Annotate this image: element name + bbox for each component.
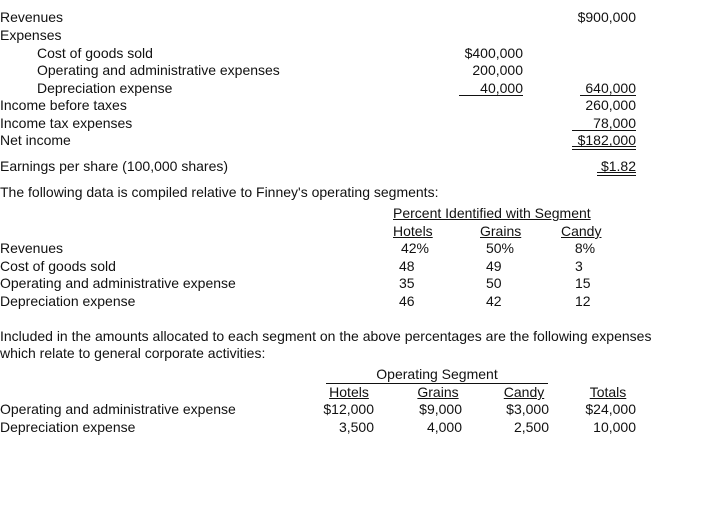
cogs-amount: $400,000 <box>464 45 523 61</box>
eps-amount: $1.82 <box>600 158 636 174</box>
total-expenses-underline <box>580 95 636 96</box>
corporate-intro-line1: Included in the amounts allocated to each segment on the above percentages are the following expenses <box>0 328 652 344</box>
pct-value: 42 <box>486 293 502 309</box>
corp-value: $24,000 <box>585 401 636 417</box>
income-tax-amount: 78,000 <box>593 115 636 131</box>
net-income-amount: $182,000 <box>577 132 636 148</box>
pct-col-candy: Candy <box>561 223 602 239</box>
revenues-total: $900,000 <box>577 9 636 25</box>
corp-col-totals: Totals <box>589 384 627 400</box>
corp-value: 10,000 <box>593 419 636 435</box>
income-tax-label: Income tax expenses <box>0 115 133 131</box>
pct-value: 8% <box>574 240 596 256</box>
eps-double-underline-1 <box>597 172 636 173</box>
pct-value: 35 <box>399 275 415 291</box>
eps-double-underline-2 <box>597 175 636 176</box>
corporate-intro-line2: which relate to general corporate activities: <box>0 345 266 361</box>
pct-row-label: Depreciation expense <box>0 293 136 309</box>
operating-segment-header: Operating Segment <box>376 366 498 382</box>
depreciation-amount: 40,000 <box>480 80 523 96</box>
percent-group-header: Percent Identified with Segment <box>393 205 591 221</box>
net-income-double-underline-2 <box>572 149 636 150</box>
corp-row-label: Operating and administrative expense <box>0 401 236 417</box>
income-tax-underline <box>572 130 636 131</box>
pct-value: 15 <box>575 275 591 291</box>
pct-value: 3 <box>575 258 583 274</box>
pct-row-label: Cost of goods sold <box>0 258 116 274</box>
opadmin-amount: 200,000 <box>472 62 523 78</box>
income-before-taxes-label: Income before taxes <box>0 97 127 113</box>
pct-value: 48 <box>399 258 415 274</box>
corp-col-candy: Candy <box>503 384 545 400</box>
revenues-label: Revenues <box>0 9 64 25</box>
pct-col-grains: Grains <box>480 223 522 239</box>
net-income-double-underline-1 <box>572 146 636 147</box>
depreciation-label: Depreciation expense <box>37 80 173 96</box>
eps-label: Earnings per share (100,000 shares) <box>0 158 229 174</box>
pct-value: 49 <box>486 258 502 274</box>
subtotal-underline <box>459 95 523 96</box>
pct-value: 46 <box>399 293 415 309</box>
pct-value: 50% <box>485 240 515 256</box>
total-expenses-amount: 640,000 <box>585 80 636 96</box>
corp-value: $12,000 <box>323 401 374 417</box>
corp-value: 2,500 <box>513 419 549 435</box>
pct-value: 42% <box>400 240 430 256</box>
cogs-label: Cost of goods sold <box>37 45 153 61</box>
corp-col-hotels: Hotels <box>329 384 369 400</box>
pct-row-label: Operating and administrative expense <box>0 275 236 291</box>
corp-col-grains: Grains <box>417 384 459 400</box>
pct-row-label: Revenues <box>0 240 64 256</box>
opadmin-label: Operating and administrative expenses <box>37 62 280 78</box>
corp-value: $3,000 <box>506 401 549 417</box>
expenses-label: Expenses <box>0 27 62 43</box>
segment-intro: The following data is compiled relative to Finney's operating segments: <box>0 184 439 200</box>
pct-value: 12 <box>575 293 591 309</box>
pct-col-hotels: Hotels <box>393 223 433 239</box>
corp-value: $9,000 <box>419 401 462 417</box>
pct-value: 50 <box>486 275 502 291</box>
net-income-label: Net income <box>0 132 71 148</box>
income-before-taxes-amount: 260,000 <box>585 97 636 113</box>
corp-value: 4,000 <box>426 419 462 435</box>
corp-row-label: Depreciation expense <box>0 419 136 435</box>
corp-value: 3,500 <box>338 419 374 435</box>
